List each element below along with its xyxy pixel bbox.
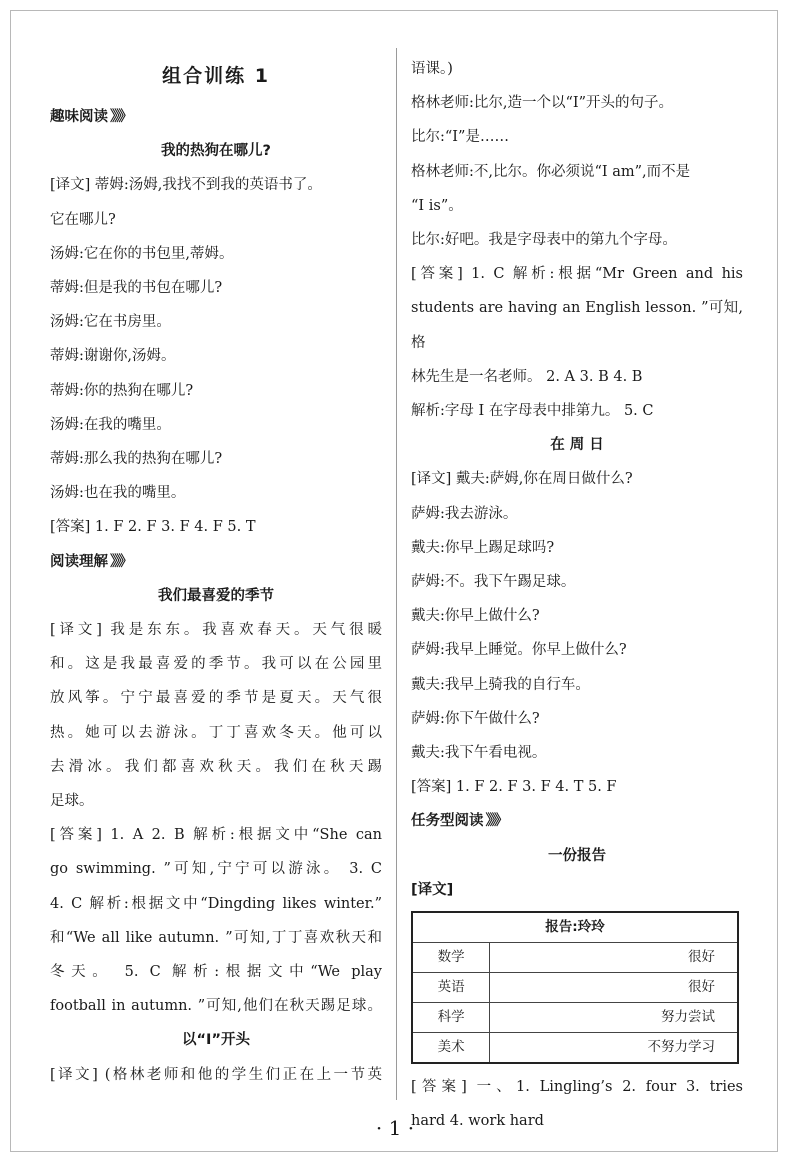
table-cell-grade: 很好 <box>490 943 738 973</box>
text-line: 汤姆:它在你的书包里,蒂姆。 <box>50 245 234 262</box>
text-line: 放风筝。宁宁最喜爱的季节是夏天。天气很 <box>50 690 382 707</box>
text-line: 萨姆:我去游泳。 <box>411 505 518 522</box>
text-line: 萨姆:你下午做什么? <box>411 710 540 727</box>
answer-line: football in autumn. ”可知,他们在秋天踢足球。 <box>50 998 382 1015</box>
table-cell-subject: 美术 <box>412 1033 490 1064</box>
section-heading-text: 阅读理解 <box>50 553 108 570</box>
section-arrows-icon: 》》》 <box>110 109 130 125</box>
answer-line: [答案] 一、1. Lingling’s 2. four 3. tries <box>411 1079 743 1096</box>
text-line: 比尔:好吧。我是字母表中的第九个字母。 <box>411 232 677 249</box>
text-line: 萨姆:我早上睡觉。你早上做什么? <box>411 642 627 659</box>
page-title: 组合训练 1 <box>162 65 270 87</box>
table-row <box>412 1003 738 1033</box>
text-line: 格林老师:不,比尔。你必须说“I am”,而不是 <box>411 163 691 180</box>
text-line: “I is”。 <box>411 197 463 214</box>
translation-label: [译文] <box>411 881 454 898</box>
section-heading-reading-comprehension <box>50 545 382 579</box>
text-line: 热。她可以去游泳。丁丁喜欢冬天。他可以 <box>50 724 382 741</box>
text-line: 戴夫:你早上踢足球吗? <box>411 539 555 556</box>
text-line: [译文] 蒂姆:汤姆,我找不到我的英语书了。 <box>50 177 322 194</box>
text-line: 汤姆:也在我的嘴里。 <box>50 485 186 502</box>
text-line: 蒂姆:那么我的热狗在哪儿? <box>50 451 223 468</box>
text-line: 去滑冰。我们都喜欢秋天。我们在秋天踢 <box>50 758 382 775</box>
answer-line: hard 4. work hard <box>411 1113 544 1130</box>
column-divider <box>396 48 397 1100</box>
section-heading-text: 任务型阅读 <box>411 813 484 830</box>
page-number: · 1 · <box>375 1116 415 1140</box>
text-line: 蒂姆:你的热狗在哪儿? <box>50 382 194 399</box>
article-body-seasons <box>50 613 382 1023</box>
text-line: 汤姆:它在书房里。 <box>50 314 171 331</box>
article-title-on-sunday: 在 周 日 <box>550 437 604 454</box>
article-title-starts-with-i: 以“I”开头 <box>182 1032 250 1049</box>
text-line: [译文] 戴夫:萨姆,你在周日做什么? <box>411 471 633 488</box>
answer-line: 冬天。 5. C 解析:根据文中“We play <box>50 964 382 981</box>
table-cell-grade: 不努力学习 <box>490 1033 738 1064</box>
text-line: 比尔:“I”是…… <box>411 129 509 146</box>
answer-line: go swimming. ”可知,宁宁可以游泳。 3. C <box>50 861 382 878</box>
text-line: 戴夫:我早上骑我的自行车。 <box>411 676 590 693</box>
report-table <box>411 911 739 1064</box>
text-line: 戴夫:你早上做什么? <box>411 608 540 625</box>
article-title-report: 一份报告 <box>548 847 606 864</box>
table-cell-subject: 科学 <box>412 1003 490 1033</box>
text-line: [译文] (格林老师和他的学生们正在上一节英 <box>50 1066 382 1083</box>
answer-line: students are having an English lesson. ”可知,格 <box>411 300 743 351</box>
answer-line: [答案] 1. F 2. F 3. F 4. F 5. T <box>50 519 256 536</box>
text-line: 语课。) <box>411 61 453 77</box>
answer-line: 和“We all like autumn. ”可知,丁丁喜欢秋天和 <box>50 929 382 946</box>
table-row <box>412 943 738 973</box>
article-body-on-sunday <box>411 462 743 804</box>
answer-line: [答案] 1. A 2. B 解析:根据文中“She can <box>50 827 382 844</box>
article-title-seasons: 我们最喜爱的季节 <box>158 587 274 604</box>
text-line: 格林老师:比尔,造一个以“I”开头的句子。 <box>411 95 674 112</box>
article-body-starts-with-i <box>411 52 743 428</box>
table-cell-grade: 努力尝试 <box>490 1003 738 1033</box>
text-line: 戴夫:我下午看电视。 <box>411 745 547 762</box>
left-column <box>50 52 382 1092</box>
text-line: 汤姆:在我的嘴里。 <box>50 416 171 433</box>
answer-line: [答案] 1. C 解析:根据“Mr Green and his <box>411 266 743 283</box>
table-cell-subject: 数学 <box>412 943 490 973</box>
text-line: 蒂姆:但是我的书包在哪儿? <box>50 280 223 297</box>
text-line: 萨姆:不。我下午踢足球。 <box>411 574 576 591</box>
section-heading-task-reading <box>411 804 743 838</box>
table-cell-grade: 很好 <box>490 973 738 1003</box>
text-line: 足球。 <box>50 793 94 810</box>
answer-line: 林先生是一名老师。 2. A 3. B 4. B <box>411 368 643 385</box>
table-row <box>412 1033 738 1064</box>
section-arrows-icon: 》》》 <box>110 553 130 570</box>
section-heading-text: 趣味阅读 <box>50 109 108 125</box>
table-row <box>412 973 738 1003</box>
text-line: 蒂姆:谢谢你,汤姆。 <box>50 348 176 365</box>
table-header-row <box>412 912 738 943</box>
section-arrows-icon: 》》》 <box>485 813 506 830</box>
article-title-hotdog: 我的热狗在哪儿? <box>161 143 271 160</box>
right-column <box>411 52 743 1138</box>
section-heading-fun-reading <box>50 100 382 134</box>
answer-line: [答案] 1. F 2. F 3. F 4. T 5. F <box>411 779 617 796</box>
table-cell-subject: 英语 <box>412 973 490 1003</box>
article-body-hotdog <box>50 168 382 544</box>
answer-line: 解析:字母 I 在字母表中排第九。 5. C <box>411 403 654 420</box>
text-line: [译文] 我是东东。我喜欢春天。天气很暖 <box>50 622 382 639</box>
text-line: 它在哪儿? <box>50 211 116 228</box>
text-line: 和。这是我最喜爱的季节。我可以在公园里 <box>50 656 382 673</box>
answer-line: 4. C 解析:根据文中“Dingding likes winter.” <box>50 895 382 912</box>
table-header: 报告:玲玲 <box>412 912 738 943</box>
